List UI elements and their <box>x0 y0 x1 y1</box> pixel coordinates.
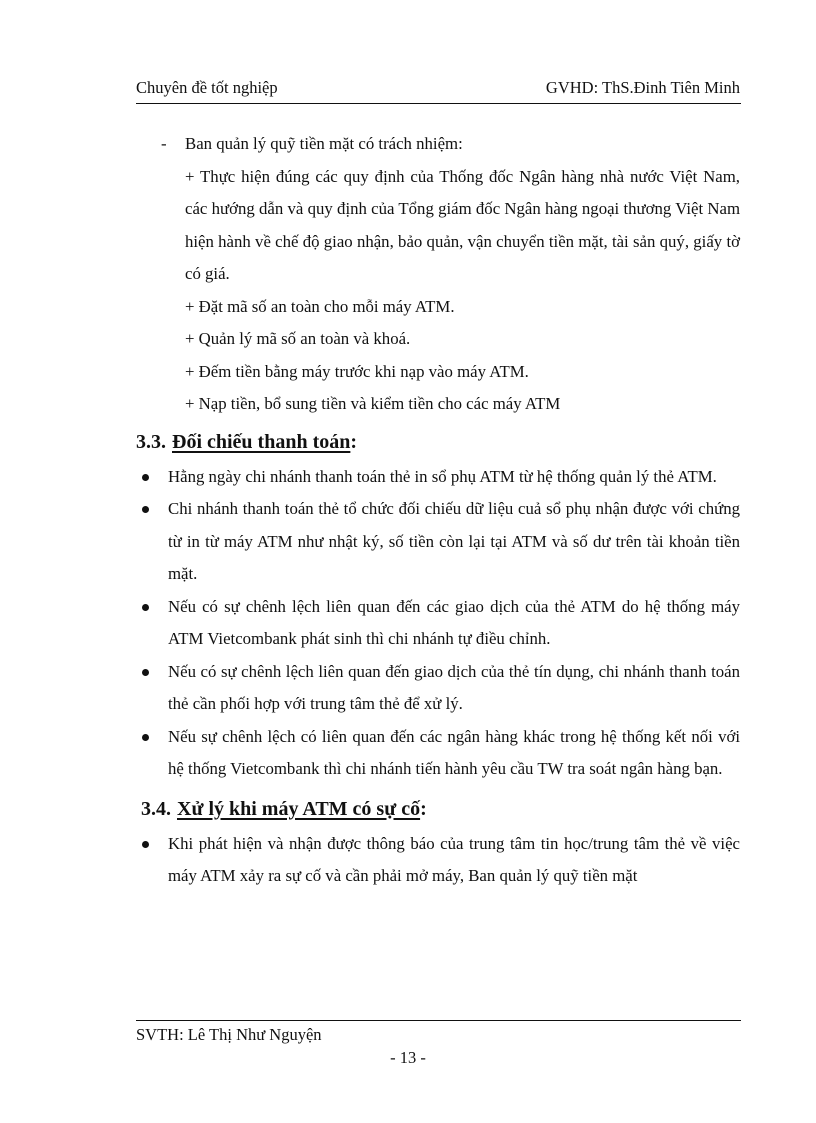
responsibility-item: + Nạp tiền, bổ sung tiền và kiểm tiền cho các máy ATM <box>185 394 561 413</box>
list-item <box>136 721 740 786</box>
section-number: 3.3. <box>136 430 166 453</box>
bullet-icon <box>142 669 149 676</box>
bullet-icon <box>142 604 149 611</box>
responsibility-list-intro <box>136 128 740 161</box>
list-item-text: Nếu sự chênh lệch có liên quan đến các ngân hàng khác trong hệ thống kết nối với hệ thống Vietcombank thì chi nhánh tiến hành yêu cầu TW tra soát ngân hàng bạn. <box>168 726 740 778</box>
list-item <box>136 828 740 893</box>
header-divider <box>136 103 741 104</box>
footer-divider <box>136 1020 741 1021</box>
responsibility-item: + Thực hiện đúng các quy định của Thống đốc Ngân hàng nhà nước Việt Nam, các hướng dẫn và quy định của Tổng giám đốc Ngân hàng ngoại thương Việt Nam hiện hành về chế độ giao nhận, bảo quản, vận chuyển tiền mặt, tài sản quý, giấy tờ có giá. <box>185 166 740 283</box>
responsibility-item: + Đếm tiền bằng máy trước khi nạp vào máy ATM. <box>185 361 529 381</box>
section-title: Đối chiếu thanh toán <box>172 430 351 453</box>
list-item-text: Chi nhánh thanh toán thẻ tổ chức đối chiếu dữ liệu cuả sổ phụ nhận được với chứng từ in từ máy ATM như nhật ký, số tiền còn lại tại ATM và số dư trên tài khoản tiền mặt. <box>168 499 740 583</box>
header-supervisor: GVHD: ThS.Đinh Tiên Minh <box>545 78 740 97</box>
header-document-type: Chuyên đề tốt nghiệp <box>136 78 278 97</box>
list-item-text: Khi phát hiện và nhận được thông báo của trung tâm tin học/trung tâm thẻ về việc máy ATM xảy ra sự cố và cần phải mở máy, Ban quản lý quỹ tiền mặt <box>168 833 740 885</box>
section-colon: : <box>420 797 427 820</box>
page-header <box>136 78 740 102</box>
responsibility-item: + Quản lý mã số an toàn và khoá. <box>185 329 411 348</box>
section-heading-3-4 <box>136 792 740 826</box>
list-item-text: Hằng ngày chi nhánh thanh toán thẻ in sổ phụ ATM từ hệ thống quản lý thẻ ATM. <box>168 466 717 486</box>
bullet-icon <box>142 734 149 741</box>
bullet-icon <box>142 506 149 513</box>
section-heading-3-3 <box>136 425 740 459</box>
responsibility-label: Ban quản lý quỹ tiền mặt có trách nhiệm: <box>185 134 463 153</box>
list-item <box>136 656 740 721</box>
list-item-text: Nếu có sự chênh lệch liên quan đến các giao dịch của thẻ ATM do hệ thống máy ATM Vietcombank phát sinh thì chi nhánh tự điều chỉnh. <box>168 596 740 648</box>
footer-student: SVTH: Lê Thị Như Nguyện <box>136 1025 322 1044</box>
page-number: - 13 - <box>390 1048 426 1067</box>
page-body <box>136 128 740 893</box>
responsibility-item: + Đặt mã số an toàn cho mỗi máy ATM. <box>185 296 455 316</box>
section-number: 3.4. <box>141 797 171 820</box>
list-item <box>136 461 740 494</box>
list-item <box>136 591 740 656</box>
bullet-icon <box>142 474 149 481</box>
dash-marker: - <box>161 134 167 153</box>
bullet-icon <box>142 841 149 848</box>
list-item <box>136 493 740 591</box>
section-title: Xử lý khi máy ATM có sự cố <box>177 797 421 820</box>
section-colon: : <box>350 430 358 453</box>
list-item-text: Nếu có sự chênh lệch liên quan đến giao dịch của thẻ tín dụng, chi nhánh thanh toán thẻ cần phối hợp với trung tâm thẻ để xử lý. <box>168 661 740 713</box>
